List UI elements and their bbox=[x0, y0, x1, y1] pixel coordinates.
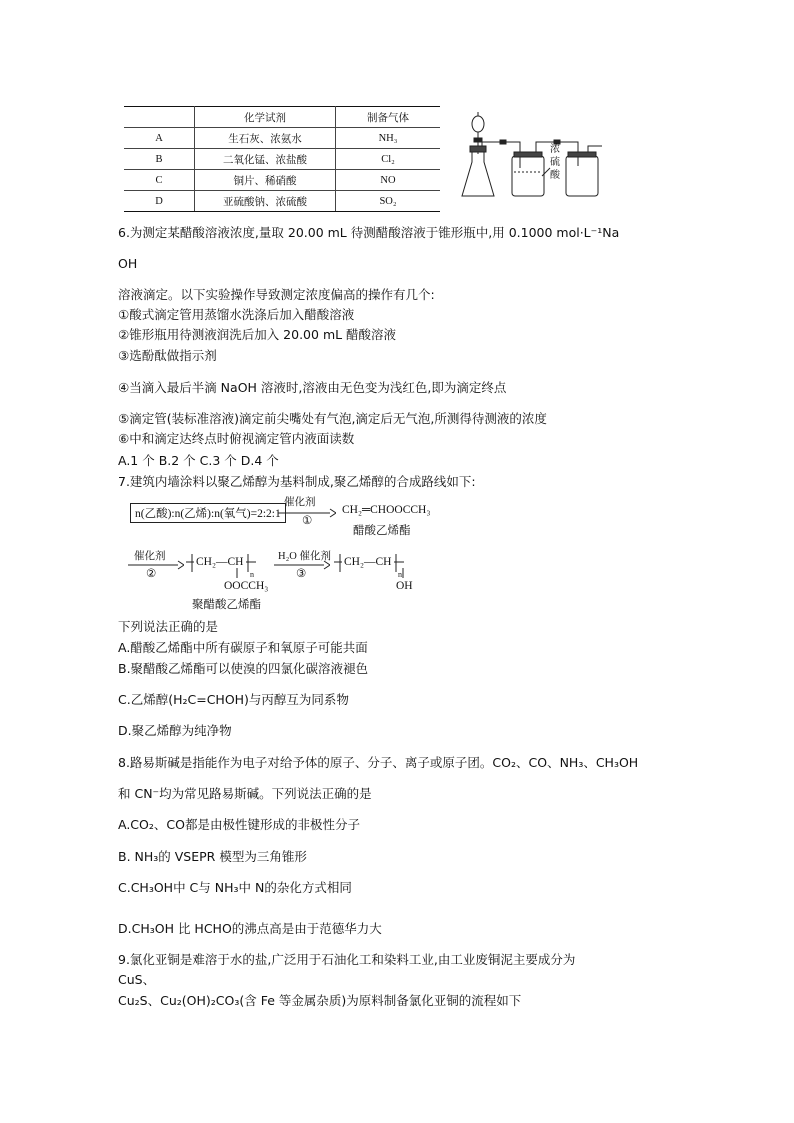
polymer-subscript: n bbox=[398, 570, 402, 579]
q6-item: ①酸式滴定管用蒸馏水洗涤后加入醋酸溶液 bbox=[118, 307, 355, 322]
q9-stem: CuS、 bbox=[118, 972, 156, 987]
reagent-table bbox=[124, 106, 440, 212]
q8-stem: 8.路易斯碱是指能作为电子对给予体的原子、分子、离子或原子团。CO₂、CO、NH₃、CH₃OH bbox=[118, 755, 639, 770]
apparatus-label: 浓 bbox=[550, 144, 560, 155]
apparatus-label: 酸 bbox=[550, 170, 560, 181]
table-cell: B bbox=[124, 149, 195, 170]
q6-options: A.1 个 B.2 个 C.3 个 D.4 个 bbox=[118, 453, 279, 468]
table-cell: 生石灰、浓氨水 bbox=[195, 128, 336, 149]
table-header-cell: 制备气体 bbox=[336, 107, 441, 128]
table-cell: D bbox=[124, 191, 195, 212]
polymer-name: 聚醋酸乙烯酯 bbox=[192, 599, 261, 611]
q6-item: ⑤滴定管(装标准溶液)滴定前尖嘴处有气泡,滴定后无气泡,所测得待测液的浓度 bbox=[118, 411, 547, 426]
q8-option: A.CO₂、CO都是由极性键形成的非极性分子 bbox=[118, 817, 360, 832]
reaction-step-number: ② bbox=[146, 568, 157, 580]
reaction-condition: 催化剂 bbox=[284, 497, 316, 508]
table-cell: 铜片、稀硝酸 bbox=[195, 170, 336, 191]
table-cell: SO₂ bbox=[336, 191, 441, 212]
q7-option: C.乙烯醇(H₂C=CHOH)与丙醇互为同系物 bbox=[118, 692, 349, 707]
q7-option: D.聚乙烯醇为纯净物 bbox=[118, 723, 232, 738]
q6-stem: 溶液滴定。以下实验操作导致测定浓度偏高的操作有几个: bbox=[118, 287, 435, 302]
table-cell: Cl₂ bbox=[336, 149, 441, 170]
polymer-subscript: n bbox=[250, 570, 254, 579]
table-row bbox=[124, 170, 440, 191]
q6-item: ⑥中和滴定达终点时俯视滴定管内液面读数 bbox=[118, 431, 355, 446]
q9-stem: 9.氯化亚铜是难溶于水的盐,广泛用于石油化工和染料工业,由工业废铜泥主要成分为 bbox=[118, 952, 576, 967]
polymer-formula: CH₂—CH bbox=[344, 556, 392, 568]
q8-option: C.CH₃OH中 C与 NH₃中 N的杂化方式相同 bbox=[118, 880, 352, 895]
polymer-side-group: OOCCH₃ bbox=[224, 580, 269, 592]
table-cell: NH₃ bbox=[336, 128, 441, 149]
q6-stem: OH bbox=[118, 256, 138, 271]
table-row bbox=[124, 128, 440, 149]
q6-stem: 6.为测定某醋酸溶液浓度,量取 20.00 mL 待测醋酸溶液于锥形瓶中,用 0.1000 mol·L⁻¹Na bbox=[118, 225, 620, 240]
polymer-formula: CH₂—CH bbox=[196, 556, 244, 568]
reaction-step-number: ① bbox=[302, 515, 313, 527]
product-formula: CH₂═CHOOCCH₃ bbox=[342, 504, 431, 516]
table-cell: 亚硫酸钠、浓硫酸 bbox=[195, 191, 336, 212]
table-header-cell bbox=[124, 107, 195, 128]
q8-option: B. NH₃的 VSEPR 模型为三角锥形 bbox=[118, 849, 307, 864]
table-header-row bbox=[124, 107, 440, 128]
q7-stem: 7.建筑内墙涂料以聚乙烯醇为基料制成,聚乙烯醇的合成路线如下: bbox=[118, 474, 476, 489]
table-row bbox=[124, 149, 440, 170]
reactant-ratio-box: n(乙酸):n(乙烯):n(氧气)=2:2:1 bbox=[130, 503, 286, 523]
reaction-condition: 催化剂 bbox=[134, 551, 166, 562]
q9-stem: Cu₂S、Cu₂(OH)₂CO₃(含 Fe 等金属杂质)为原料制备氯化亚铜的流程如下 bbox=[118, 993, 522, 1008]
table-row bbox=[124, 191, 440, 212]
table-cell: 二氧化锰、浓盐酸 bbox=[195, 149, 336, 170]
apparatus-label: 硫 bbox=[550, 157, 560, 168]
table-header-cell: 化学试剂 bbox=[195, 107, 336, 128]
reaction-condition: H₂O 催化剂 bbox=[278, 551, 331, 562]
q7-question: 下列说法正确的是 bbox=[118, 619, 219, 634]
q6-item: ④当滴入最后半滴 NaOH 溶液时,溶液由无色变为浅红色,即为滴定终点 bbox=[118, 380, 507, 395]
table-cell: NO bbox=[336, 170, 441, 191]
q6-item: ③选酚酞做指示剂 bbox=[118, 348, 217, 363]
q8-option: D.CH₃OH 比 HCHO的沸点高是由于范德华力大 bbox=[118, 921, 382, 936]
gas-apparatus-diagram bbox=[458, 110, 608, 206]
polymer-side-group: OH bbox=[396, 580, 413, 592]
table-cell: C bbox=[124, 170, 195, 191]
q8-stem: 和 CN⁻均为常见路易斯碱。下列说法正确的是 bbox=[118, 786, 372, 801]
product-name: 醋酸乙烯酯 bbox=[353, 525, 411, 537]
table-cell: A bbox=[124, 128, 195, 149]
q7-option: B.聚醋酸乙烯酯可以使溴的四氯化碳溶液褪色 bbox=[118, 661, 369, 676]
reaction-step-number: ③ bbox=[296, 568, 307, 580]
q6-item: ②锥形瓶用待测液润洗后加入 20.00 mL 醋酸溶液 bbox=[118, 327, 397, 342]
q7-option: A.醋酸乙烯酯中所有碳原子和氧原子可能共面 bbox=[118, 640, 368, 655]
